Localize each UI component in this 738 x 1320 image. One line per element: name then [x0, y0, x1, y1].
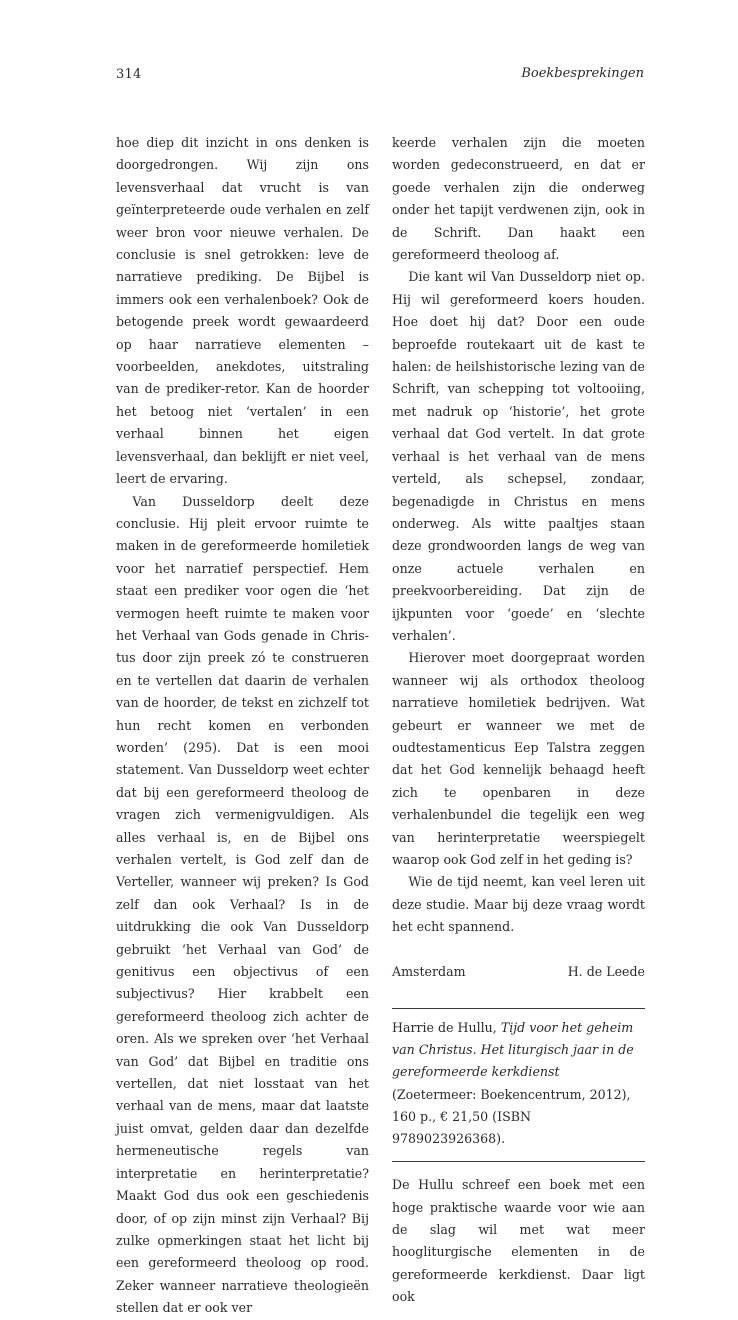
- book-details: (Zoetermeer: Boekencentrum, 2012), 160 p., € 21,50 (ISBN 9789023926368).: [392, 1086, 631, 1147]
- running-head: Boekbesprekingen: [521, 66, 644, 81]
- book-title: Tijd voor het geheim van Christus. Het liturgisch jaar in de gereformeerde kerkdienst: [392, 1020, 634, 1080]
- signature-place: Amsterdam: [392, 963, 466, 979]
- paragraph: De Hullu schreef een boek met een hoge praktische waarde voor wie aan de slag wil met wat meer hoogliturgische elementen in de gereformeerde kerkdienst. Daar ligt ook: [392, 1177, 645, 1305]
- paragraph: Van Dusseldorp deelt deze conclusie. Hij pleit ervoor ruimte te maken in de gereformeerde homiletiek voor het narratief perspectief. Hem staat een prediker voor ogen die ‘het vermogen heeft ruimte te maken voor het Verhaal van Gods genade in Christus door zijn preek zó te construeren en te vertellen dat daarin de verhalen van de hoorder, de tekst en zichzelf tot hun recht komen en verbonden worden’ (295). Dat is een mooi statement. Van Dusseldorp weet echter dat bij een gereformeerd theoloog de vragen zich vermenigvuldigen. Als alles verhaal is, en de Bijbel ons verhalen vertelt, is God zelf dan de Verteller, wanneer wij preken? Is God zelf dan ook Verhaal? Is in de uitdrukking die ook Van Dusseldorp gebruikt ‘het Verhaal van God’ de genitivus een objectivus of een subjectivus? Hier krabbelt een gereformeerd theoloog zich achter de oren. Als we spreken over ‘het Verhaal van God’ dat Bijbel en traditie ons vertellen, dat niet losstaat van het verhaal van de mens, maar dat laatste juist omvat, gelden daar dan dezelfde hermeneutische regels van interpretatie en herinterpretatie? Maakt God dus ook een geschiedenis door, of op zijn minst zijn Verhaal? Bij zulke opmerkingen staat het licht bij een gereformeerd theoloog op rood. Zeker wanneer narratieve theologieën stellen dat er ook ver: [116, 493, 369, 1316]
- left-column: [116, 132, 369, 1320]
- divider: [392, 1161, 645, 1162]
- book-reference: [392, 1017, 645, 1150]
- page-number: 314: [116, 67, 142, 82]
- paragraph: keerde verhalen zijn die moeten worden gedeconstrueerd, en dat er goede verhalen zijn die onderweg onder het tapijt verdwenen zijn, ook in de Schrift. Dan haakt een gereformeerd theoloog af.: [392, 135, 645, 263]
- book-author: Harrie de Hullu,: [392, 1020, 501, 1036]
- paragraph: Hierover moet doorgepraat worden wanneer wij als orthodox theoloog narratieve homiletiek bedrijven. Wat gebeurt er wanneer we met de oudtestamenticus Eep Talstra zeggen dat het God kennelijk behaagd heeft zich te openbaren in deze verhalenbundel die tegelijk een weg van herinterpretatie weerspiegelt waarop ook God zelf in het geding is?: [392, 650, 645, 867]
- paragraph: Wie de tijd neemt, kan veel leren uit deze studie. Maar bij deze vraag wordt het echt spannend.: [392, 874, 645, 935]
- right-column: [392, 132, 645, 1309]
- paragraph: Die kant wil Van Dusseldorp niet op. Hij wil gereformeerd koers houden. Hoe doet hij dat? Door een oude beproefde routekaart uit de kast te halen: de heilshistorische lezing van de Schrift, van schepping tot voltooiing, met nadruk op ‘historie’, het grote verhaal dat God vertelt. In dat grote verhaal is het verhaal van de mens verteld, als schepsel, zondaar, begenadigde in Christus en mens onderweg. Als witte paaltjes staan deze grondwoorden langs de weg van onze actuele verhalen en preekvoorbereiding. Dat zijn de ijkpunten voor ‘goede’ en ‘slechte verhalen’.: [392, 269, 645, 643]
- paragraph: hoe diep dit inzicht in ons denken is doorgedrongen. Wij zijn ons levensverhaal dat vrucht is van geïnterpreteerde oude verhalen en zelf weer bron voor nieuwe verhalen. De conclusie is snel getrokken: leve de narratieve prediking. De Bijbel is immers ook een verhalenboek? Ook de betogende preek wordt gewaardeerd op haar narratieve elementen – voorbeelden, anekdotes, uitstraling van de prediker-retor. Kan de hoorder het betoog niet ‘vertalen’ in een verhaal binnen het eigen levensverhaal, dan beklijft er niet veel, leert de ervaring.: [116, 135, 369, 487]
- signature-author: H. de Leede: [567, 963, 645, 979]
- review-signature: [392, 961, 645, 983]
- divider: [392, 1008, 645, 1009]
